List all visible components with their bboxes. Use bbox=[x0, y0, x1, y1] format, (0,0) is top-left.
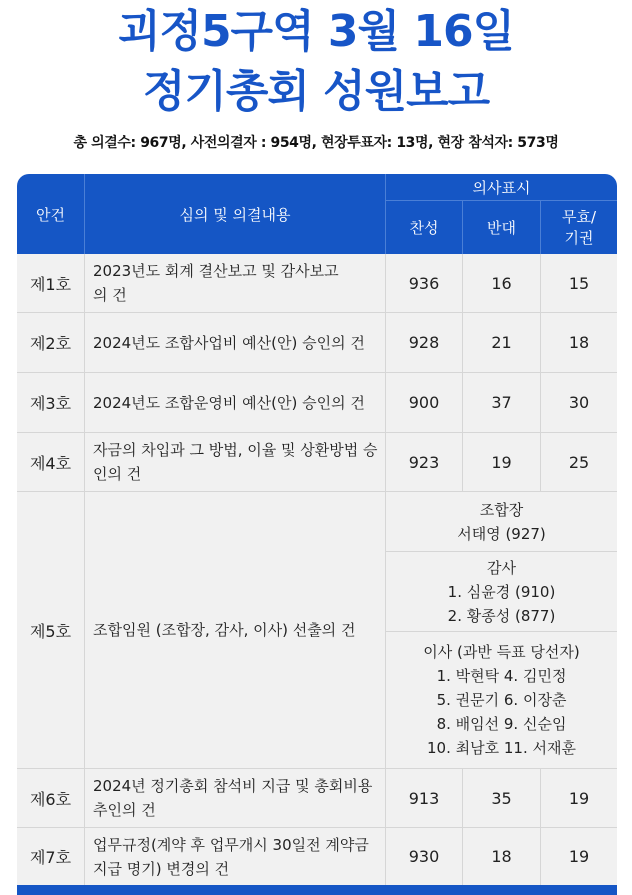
auditor-label: 감사 bbox=[487, 558, 516, 577]
row2-number: 제2호 bbox=[29, 334, 72, 353]
row7-content-line1: 업무규정(계약 후 업무개시 30일전 계약금 bbox=[93, 835, 369, 854]
row3-number: 제3호 bbox=[29, 394, 72, 413]
row4-no: 19 bbox=[491, 452, 512, 472]
row5-number: 제5호 bbox=[29, 621, 72, 641]
header-agenda: 안건 bbox=[17, 174, 84, 254]
header-yes: 찬성 bbox=[386, 201, 462, 254]
row7-number: 제7호 bbox=[29, 848, 72, 867]
row4-content-line1: 자금의 차입과 그 방법, 이율 및 상환방법 승 bbox=[93, 441, 378, 459]
row7-yes: 930 bbox=[408, 847, 440, 866]
row4-number: 제4호 bbox=[29, 453, 72, 473]
vote-summary: 총 의결수: 967명, 사전의결자 : 954명, 현장투표자: 13명, 현장 참석자: 573명 bbox=[73, 135, 559, 151]
director-result-2: 5. 권문기 6. 이장춘 bbox=[436, 691, 567, 709]
row1-yes: 936 bbox=[408, 273, 440, 293]
director-result-1: 1. 박현탁 4. 김민정 bbox=[436, 667, 567, 685]
row7-content bbox=[85, 828, 385, 885]
row7-no: 18 bbox=[491, 847, 512, 866]
header-no: 반대 bbox=[463, 201, 540, 254]
header-vote: 의사표시 bbox=[386, 174, 617, 200]
row5-directors bbox=[386, 632, 617, 768]
row4-yes: 923 bbox=[408, 452, 440, 472]
header-abstain bbox=[541, 201, 617, 254]
row7-abstain: 19 bbox=[568, 847, 590, 866]
row1-abstain: 15 bbox=[568, 273, 590, 293]
row1-content-line2: 의 건 bbox=[93, 286, 127, 304]
auditor-result-1: 1. 심윤경 (910) bbox=[447, 582, 556, 601]
row1-content bbox=[85, 254, 385, 312]
row6-content-line1: 2024년 정기총회 참석비 지급 및 총회비용 bbox=[93, 777, 373, 795]
director-result-4: 10. 최남호 11. 서재훈 bbox=[427, 739, 576, 757]
row6-number: 제6호 bbox=[29, 789, 72, 809]
row3-content: 2024년도 조합운영비 예산(안) 승인의 건 bbox=[93, 393, 365, 412]
row4-content bbox=[85, 433, 385, 491]
row3-yes: 900 bbox=[408, 393, 440, 412]
row5-chair bbox=[386, 492, 617, 551]
row2-no: 21 bbox=[491, 333, 512, 352]
row6-abstain: 19 bbox=[568, 788, 590, 808]
header-content: 심의 및 의결내용 bbox=[85, 174, 385, 254]
chair-result: 서태영 (927) bbox=[457, 524, 546, 543]
row2-yes: 928 bbox=[408, 333, 440, 352]
row3-no: 37 bbox=[491, 393, 512, 412]
row5-auditor bbox=[386, 552, 617, 631]
title-line-1: 괴정5구역 3월 16일 bbox=[117, 6, 515, 57]
row1-content-line1: 2023년도 회계 결산보고 및 감사보고 bbox=[93, 262, 339, 280]
row2-content: 2024년도 조합사업비 예산(안) 승인의 건 bbox=[93, 333, 365, 352]
row1-number: 제1호 bbox=[29, 274, 72, 294]
director-label: 이사 (과반 득표 당선자) bbox=[423, 643, 580, 661]
row6-yes: 913 bbox=[408, 788, 440, 808]
results-table bbox=[17, 174, 617, 895]
auditor-result-2: 2. 황종성 (877) bbox=[447, 606, 556, 625]
row6-content bbox=[85, 769, 385, 827]
row7-content-line2: 지급 명기) 변경의 건 bbox=[93, 859, 230, 878]
row6-content-line2: 추인의 건 bbox=[93, 801, 156, 819]
row4-content-line2: 인의 건 bbox=[93, 465, 142, 483]
row3-abstain: 30 bbox=[568, 393, 590, 412]
row6-no: 35 bbox=[491, 788, 512, 808]
row4-abstain: 25 bbox=[568, 452, 590, 472]
row5-content: 조합임원 (조합장, 감사, 이사) 선출의 건 bbox=[93, 621, 356, 639]
director-result-3: 8. 배임선 9. 신순임 bbox=[436, 715, 567, 733]
row2-abstain: 18 bbox=[568, 333, 590, 352]
chair-label: 조합장 bbox=[479, 500, 524, 519]
header-abstain-line2: 기권 bbox=[564, 228, 594, 247]
row1-no: 16 bbox=[491, 273, 512, 293]
title-line-2: 정기총회 성원보고 bbox=[142, 66, 490, 117]
header-abstain-line1: 무효/ bbox=[561, 207, 597, 226]
table-bottom-bar bbox=[17, 885, 617, 895]
